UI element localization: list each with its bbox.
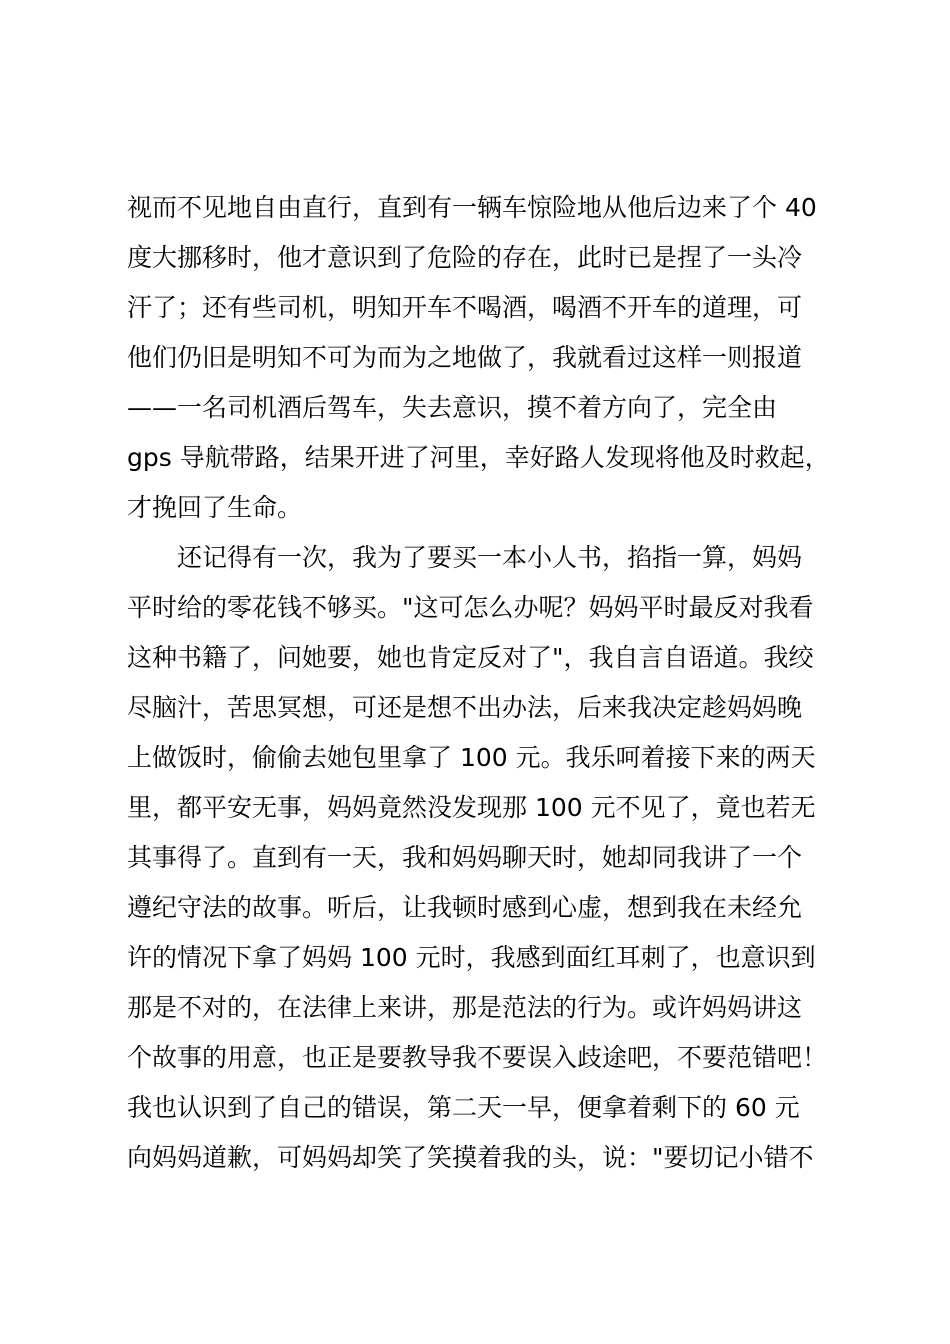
text-line: 平时给的零花钱不够买。"这可怎么办呢？妈妈平时最反对我看 [127,593,814,622]
body-text [127,183,867,1183]
text-line: 许的情况下拿了妈妈 100 元时，我感到面红耳刺了，也意识到 [127,943,816,972]
text-line: ——一名司机酒后驾车，失去意识，摸不着方向了，完全由 [127,393,778,422]
text-line: 上做饭时，偷偷去她包里拿了 100 元。我乐呵着接下来的两天 [127,743,816,772]
text-line: 这种书籍了，问她要，她也肯定反对了"，我自言自语道。我绞 [127,643,814,672]
text-line: 还记得有一次，我为了要买一本小人书，掐指一算，妈妈 [127,543,803,572]
text-line: 向妈妈道歉，可妈妈却笑了笑摸着我的头，说："要切记小错不 [127,1143,814,1172]
text-line: 其事得了。直到有一天，我和妈妈聊天时，她却同我讲了一个 [127,843,803,872]
text-line: 里，都平安无事，妈妈竟然没发现那 100 元不见了，竟也若无 [127,793,816,822]
paragraph-1 [127,183,867,533]
text-line: gps 导航带路，结果开进了河里，幸好路人发现将他及时救起， [127,443,830,472]
text-line: 度大挪移时，他才意识到了危险的存在，此时已是捏了一头冷 [127,243,803,272]
text-line: 才挽回了生命。 [127,493,303,522]
paragraph-2 [127,533,867,1183]
text-line: 他们仍旧是明知不可为而为之地做了，我就看过这样一则报道 [127,343,803,372]
text-line: 那是不对的，在法律上来讲，那是范法的行为。或许妈妈讲这 [127,993,803,1022]
text-line: 我也认识到了自己的错误，第二天一早，便拿着剩下的 60 元 [127,1093,800,1122]
text-line: 遵纪守法的故事。听后，让我顿时感到心虚，想到我在未经允 [127,893,803,922]
text-line: 视而不见地自由直行，直到有一辆车惊险地从他后边来了个 40 [127,193,817,222]
text-line: 个故事的用意，也正是要教导我不要误入歧途吧，不要范错吧！ [127,1043,828,1072]
text-line: 尽脑汁，苦思冥想，可还是想不出办法，后来我决定趁妈妈晚 [127,693,803,722]
text-line: 汗了；还有些司机，明知开车不喝酒，喝酒不开车的道理，可 [127,293,803,322]
